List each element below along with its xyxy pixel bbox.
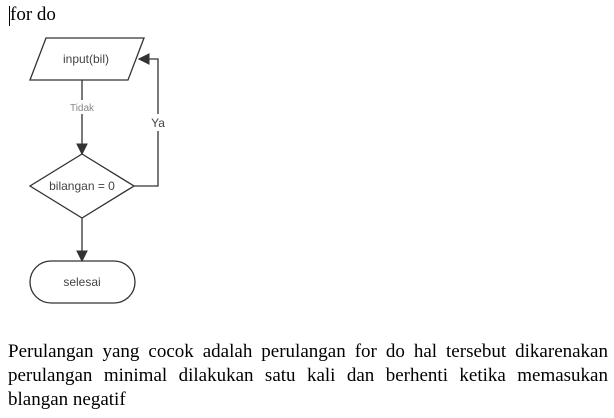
yes-edge-label: Ya: [151, 116, 165, 130]
no-edge-label: Tidak: [69, 103, 95, 114]
input-node-label: input(bil): [62, 52, 110, 66]
document-heading: for do: [10, 4, 56, 25]
decision-node-label: bilangan = 0: [49, 179, 115, 193]
explanation-paragraph: Perulangan yang cocok adalah perulangan for do hal tersebut dikarenakan perulangan minimal dilakukan satu kali dan berhenti ketika memasukan blangan negatif: [8, 341, 608, 410]
end-node-label: selesai: [63, 275, 101, 289]
